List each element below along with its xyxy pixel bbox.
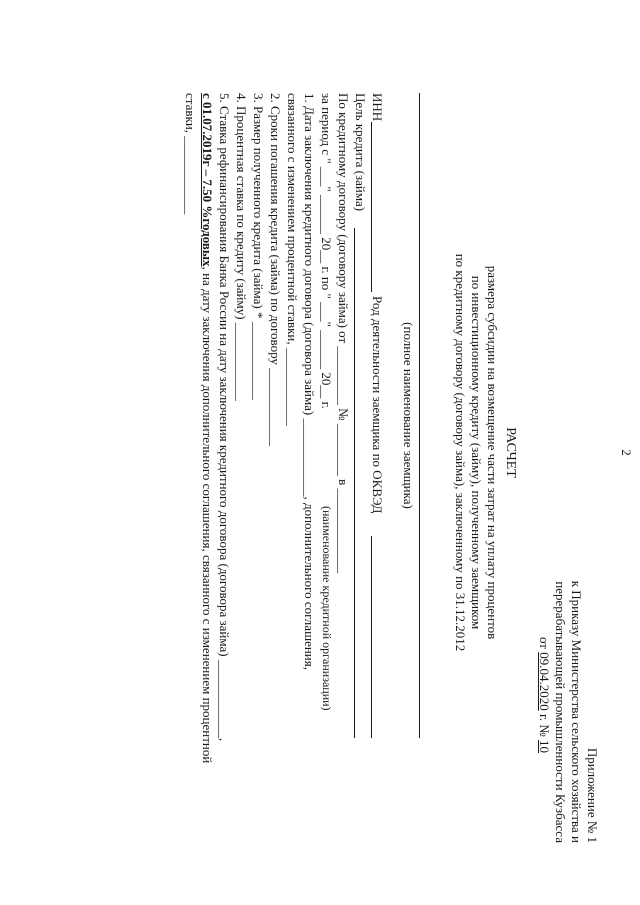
header-line-2: к Приказу Министерства сельского хозяйства и bbox=[569, 580, 584, 843]
item-5-rest: , на дату заключения дополнительного соглашения, связанного с изменением процентной bbox=[200, 266, 215, 764]
order-date: 09.04.2020 bbox=[537, 652, 552, 711]
order-number: 10 bbox=[537, 740, 552, 753]
okved-label: Род деятельности заемщика по ОКВЭД bbox=[370, 296, 385, 514]
subtitle-line-3: по кредитному договору (договору займа), заключенному по 31.12.2012 bbox=[453, 253, 468, 652]
item-5-line-2 bbox=[200, 93, 215, 763]
header-line-3: перерабатывающей промышленности Кузбасса bbox=[553, 581, 568, 843]
contract-line: По кредитному договору (договору займа) от _________ № ________ в _____________ bbox=[336, 93, 351, 573]
item-1-line-1: 1. Дата заключения кредитного договора (договора займа) ____________, дополнительного соглашения, bbox=[302, 93, 317, 670]
item-4: 4. Процентная ставка по кредиту (займу) ____________ bbox=[234, 93, 249, 401]
borrower-name-line bbox=[419, 93, 420, 738]
item-1-line-2: связанного с изменением процентной ставки, ____________ bbox=[285, 93, 300, 426]
inn-label: ИНН bbox=[370, 93, 385, 122]
item-5-line-1: 5. Ставка рефинансирования Банка России на дату заключения кредитного договора (договора займа) ____________, bbox=[217, 93, 232, 742]
subtitle-line-1: размера субсидии на возмещение части затрат на уплату процентов bbox=[485, 265, 500, 640]
borrower-caption: (полное наименование заемщика) bbox=[401, 322, 416, 509]
document-title: РАСЧЕТ bbox=[503, 427, 518, 478]
credit-purpose-label: Цель кредита (займа) bbox=[353, 93, 368, 212]
bank-caption: (наименование кредитной организации) bbox=[320, 506, 334, 711]
header-line-1: Приложение № 1 bbox=[585, 747, 600, 843]
inn-line bbox=[371, 122, 372, 292]
header-number-prefix: г. № bbox=[537, 710, 552, 740]
header-line-4 bbox=[537, 637, 552, 753]
page-number: 2 bbox=[619, 449, 634, 456]
refinancing-rate: с 01.07.2019г – 7.50 %годовых bbox=[200, 93, 215, 267]
subtitle-line-2: по инвестиционному кредиту (займу), полученному заемщиком bbox=[469, 275, 484, 630]
credit-purpose-line bbox=[354, 228, 355, 738]
period-line: за период с " ___" ______ 20__ г. по " ___" ______ 20__ г. bbox=[319, 93, 334, 409]
item-3: 3. Размер полученного кредита (займа) * ____________ bbox=[251, 93, 266, 400]
okved-line bbox=[371, 536, 372, 738]
item-5-line-3: ставки, ____________ bbox=[183, 93, 198, 215]
item-2: 2. Сроки погашения кредита (займа) по договору ____________ bbox=[268, 93, 283, 447]
header-date-prefix: от bbox=[537, 636, 552, 653]
